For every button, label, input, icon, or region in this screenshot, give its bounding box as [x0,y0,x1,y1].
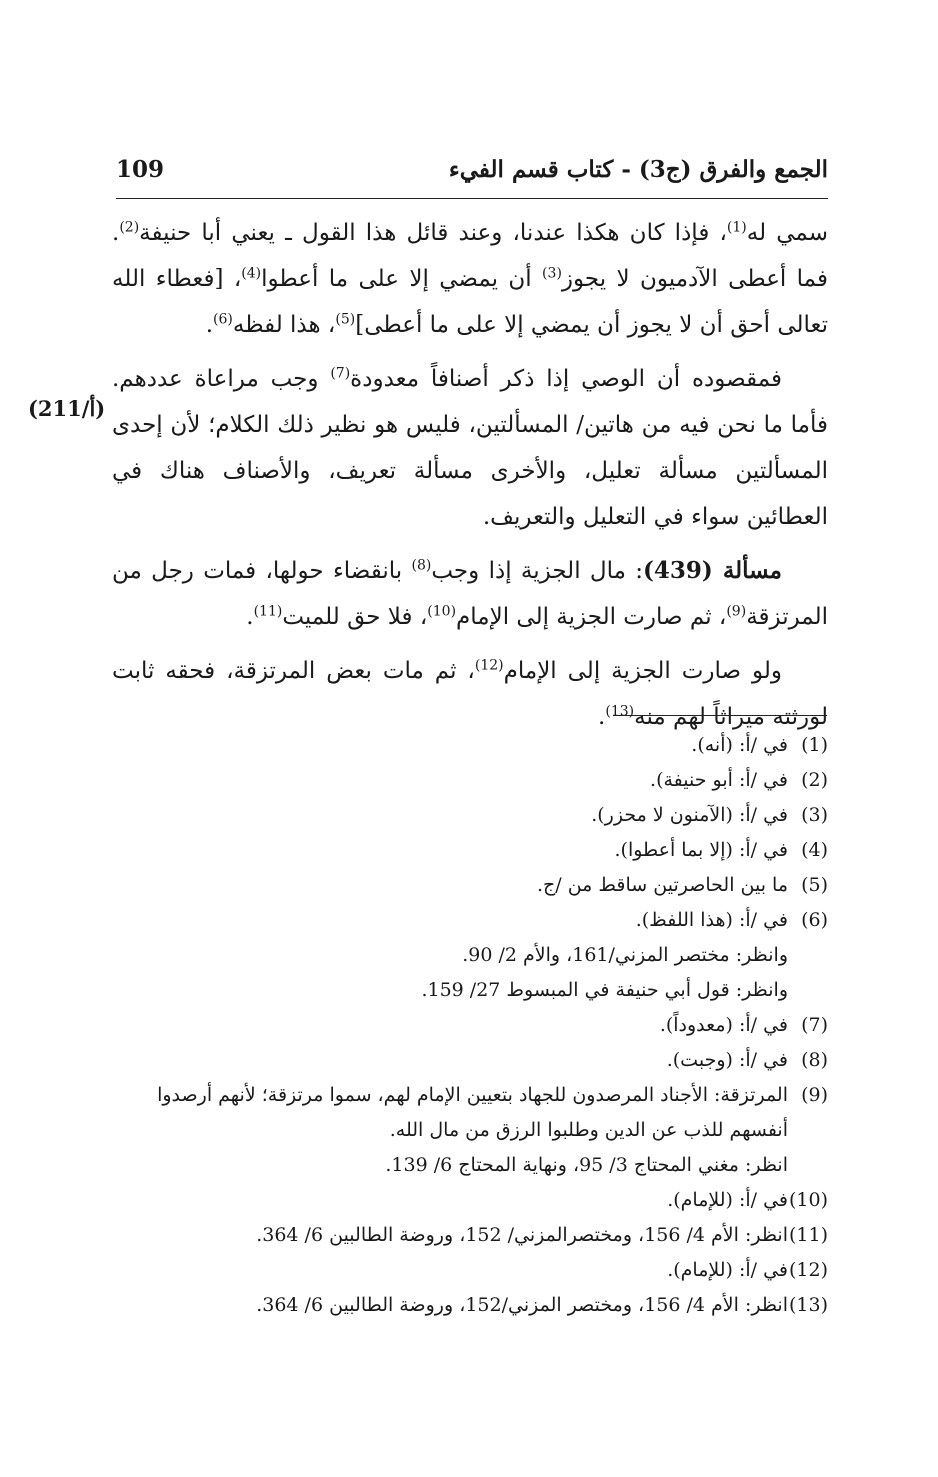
footnote-text: في /أ: (أنه). [691,734,788,756]
footnote-text: في /أ: (للإمام). [667,1259,788,1281]
text-run: ، ثم صارت الجزية إلى الإمام [456,604,727,630]
footnote-ref: (8) [411,557,432,574]
footnote-number: (11) [788,1224,828,1246]
text-run: ، هذا لفظه [232,312,336,338]
footnote [112,763,828,798]
footnote [112,868,828,903]
text-run: فمقصوده أن الوصي إذا ذكر أصنافاً معدودة [350,366,782,392]
footnote-number-cell [788,1043,828,1078]
body-paragraph [112,210,828,348]
body-paragraph [112,356,828,540]
footnote [112,1253,828,1288]
footnotes [112,728,828,1323]
footnote-number: (9) [801,1084,828,1106]
text-run: بانقضاء حولها، فمات رجل من المرتزقة [112,558,828,630]
footnote-number-cell [788,1078,828,1113]
footnote-number-cell [788,1218,828,1253]
footnote-ref: (10) [427,603,457,620]
text-run: ، فلا حق للميت [282,604,428,630]
footnote-ref: (2) [119,219,140,236]
footnote-text: وانظر: قول أبي حنيفة في المبسوط 27/ 159. [421,979,788,1001]
footnote-number: (5) [801,874,828,896]
footnote [112,728,828,763]
text-run: سمي له [746,220,828,246]
footnote-number-cell [788,798,828,833]
footnote-continuation [112,938,828,973]
text-run: ولو صارت الجزية إلى الإمام [503,658,782,684]
footnote-number-cell [788,1253,828,1288]
footnote [112,1218,828,1253]
text-run: ، [فعطاء الله تعالى أحق أن لا يجوز أن يمضي إلا على ما أعطى] [112,266,828,338]
body-paragraph [112,548,828,640]
footnote-number-cell [788,1008,828,1043]
text-run: ، فإذا كان هكذا عندنا، وعند قائل هذا القول ـ يعني أبا حنيفة [139,220,727,246]
footnote-ref: (12) [474,657,504,674]
footnote-number: (2) [801,769,828,791]
running-header [116,150,828,199]
footnote-number: (4) [801,839,828,861]
footnote-number-cell [788,728,828,763]
text-run: . فما أعطى الآدميون لا يجوز [112,220,828,292]
footnote-number: (10) [788,1189,828,1211]
footnote-text: في /أ: (وجبت). [666,1049,788,1071]
text-run: وجب مراعاة عددهم. فأما ما نحن فيه من هاتين/ المسألتين، فليس هو نظير ذلك الكلام؛ لأن إحدى المسألتين مسألة تعليل، والأخرى مسألة تعريف، والأصناف هناك في العطائين سواء في التعليل والتعريف. [112,366,828,530]
footnote-ref: (9) [726,603,747,620]
footnote [112,903,828,938]
footnote-text: ما بين الحاصرتين ساقط من /ج. [536,874,788,896]
footnote-text: انظر: مغني المحتاج 3/ 95، ونهاية المحتاج 6/ 139. [385,1154,788,1176]
footnote-continuation [112,1148,828,1183]
footnote-ref: (5) [335,311,356,328]
margin-folio-note: (211/أ) [28,396,106,421]
footnote-text: انظر: الأم 4/ 156، ومختصر المزني/152، وروضة الطالبين 6/ 364. [256,1294,788,1316]
footnote-ref: (6) [213,311,233,328]
footnote-ref: (13) [605,703,635,720]
footnote [112,1288,828,1323]
footnote [112,1008,828,1043]
footnote-text: في /أ: (للإمام). [667,1189,788,1211]
footnote [112,833,828,868]
footnote-continuation [112,973,828,1008]
page-number: 109 [116,156,165,183]
footnote-number: (8) [801,1049,828,1071]
footnote-text: في /أ: (هذا اللفظ). [635,909,788,931]
footnote [112,1043,828,1078]
footnote-text: وانظر: مختصر المزني/161، والأم 2/ 90. [462,944,788,966]
footnote-number: (13) [788,1294,828,1316]
text-run: أن يمضي إلا على ما أعطوا [261,266,543,292]
footnote-ref: (4) [241,265,262,282]
footnote-ref: (3) [542,265,562,282]
footnote-text: في /أ: (معدوداً). [659,1014,788,1036]
footnote-ref: (11) [253,603,283,620]
footnote-number: (6) [801,909,828,931]
footnote-number-cell [788,763,828,798]
text-run: . [598,704,606,730]
footnote-text: في /أ: أبو حنيفة). [650,769,788,791]
footnote-text: انظر: الأم 4/ 156، ومختصرالمزني/ 152، وروضة الطالبين 6/ 364. [256,1224,788,1246]
footnote-number-cell [788,1288,828,1323]
footnote [112,1078,828,1148]
footnote-text: في /أ: (الآمنون لا محزر). [591,804,788,826]
footnote-text: المرتزقة: الأجناد المرصدون للجهاد بتعيين الإمام لهم، سموا مرتزقة؛ لأنهم أرصدوا أنفسهم للذب عن الدين وطلبوا الرزق من مال الله. [157,1084,788,1141]
footnote-number: (1) [801,734,828,756]
footnote-number-cell [788,868,828,903]
footnote [112,798,828,833]
main-text [112,210,828,740]
footnote-ref: (7) [330,365,351,382]
footnote-number: (7) [801,1014,828,1036]
body-paragraph [112,648,828,740]
text-run: . [205,312,214,338]
text-run: ، ثم مات بعض المرتزقة، فحقه ثابت لورثته ميراثاً لهم منه [112,658,828,730]
footnote-number: (12) [788,1259,828,1281]
footnote-number: (3) [801,804,828,826]
header-title: الجمع والفرق (ج3) - كتاب قسم الفيء [448,156,828,183]
footnote-ref: (1) [726,219,747,236]
footnote-text: في /أ: (إلا بما أعطوا). [614,839,788,861]
text-run: . [246,604,254,630]
text-run: : مال الجزية إذا وجب [431,558,644,584]
footnote [112,1183,828,1218]
footnote-number-cell [788,903,828,938]
footnote-separator [613,715,827,716]
issue-heading: مسألة (439) [643,557,783,584]
footnote-number-cell [788,1183,828,1218]
footnote-number-cell [788,833,828,868]
